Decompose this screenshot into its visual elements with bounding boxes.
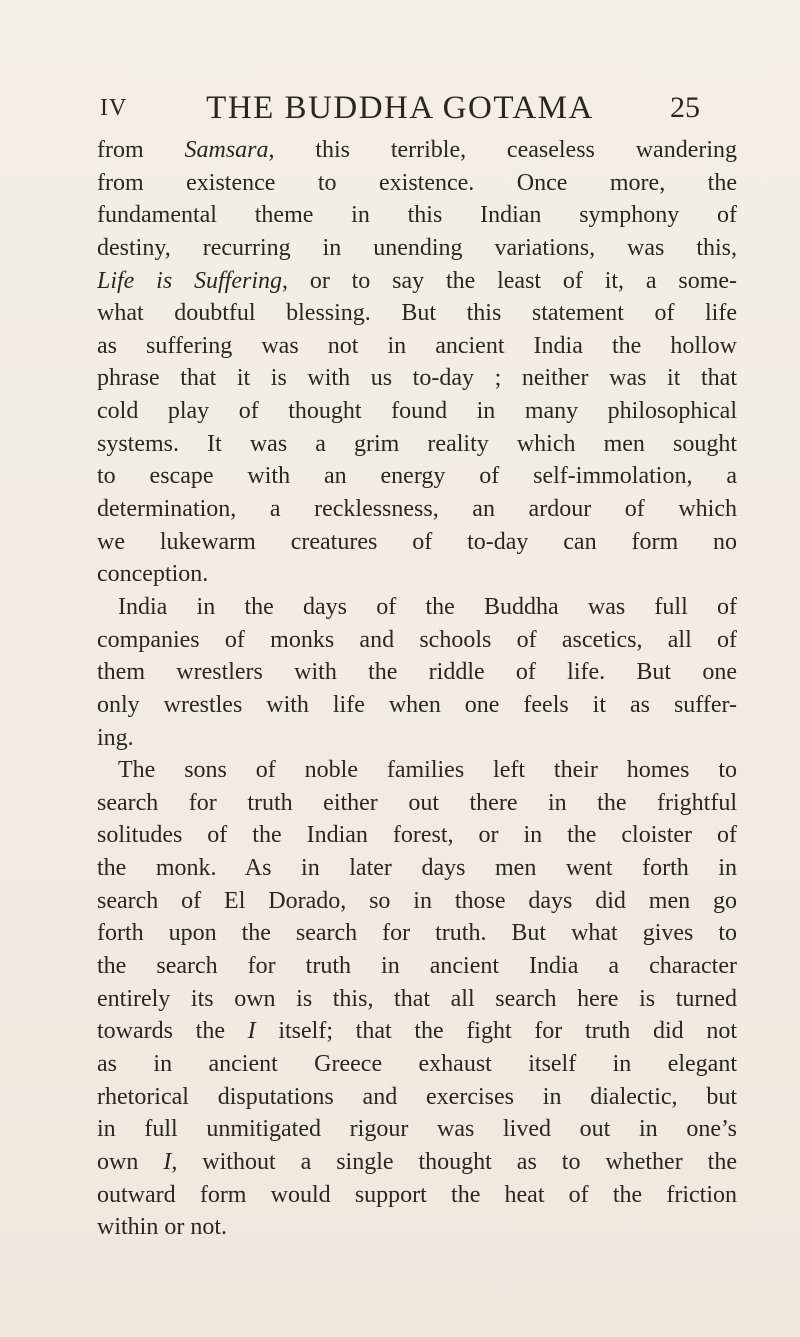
- text-line: [97, 232, 737, 265]
- text-span: , this terrible, ceaseless wandering: [268, 137, 737, 163]
- text-span: , without a single thought as to whether the: [171, 1148, 737, 1175]
- text-line: [97, 624, 737, 657]
- body-text: [97, 134, 737, 1244]
- italic-text: Samsara: [184, 137, 269, 163]
- text-span: the monk. As in later days men went forth in: [97, 855, 737, 882]
- text-span: The sons of noble families left their homes to: [118, 757, 737, 784]
- text-line: [97, 297, 737, 330]
- text-line: [97, 526, 737, 559]
- text-span: India in the days of the Buddha was full of: [118, 593, 737, 620]
- text-span: the search for truth in ancient India a character: [97, 953, 737, 980]
- text-line: [97, 460, 737, 493]
- text-span: ing.: [97, 724, 134, 751]
- text-span: destiny, recurring in unending variations, was this,: [97, 234, 737, 261]
- text-span: own: [97, 1148, 164, 1175]
- text-span: entirely its own is this, that all search here is turned: [97, 985, 737, 1012]
- text-span: search of El Dorado, so in those days did men go: [97, 887, 737, 914]
- text-line: [97, 1179, 737, 1212]
- italic-text: I: [163, 1148, 172, 1175]
- text-span: within or not.: [97, 1214, 227, 1241]
- text-span: , or to say the least of it, a some-: [282, 267, 737, 294]
- running-title: THE BUDDHA GOTAMA: [206, 90, 594, 126]
- text-span: forth upon the search for truth. But what gives to: [97, 920, 737, 947]
- text-span: companies of monks and schools of ascetics, all of: [97, 626, 737, 653]
- text-span: solitudes of the Indian forest, or in the cloister of: [97, 822, 737, 849]
- text-line: [97, 428, 737, 461]
- text-line: [97, 1081, 737, 1114]
- text-line: [97, 1113, 737, 1146]
- running-head: [0, 88, 800, 128]
- italic-text: I: [247, 1018, 256, 1045]
- text-line: [97, 722, 737, 755]
- text-line: [97, 689, 737, 722]
- text-line: [97, 917, 737, 950]
- text-line: [97, 1015, 737, 1048]
- text-span: fundamental theme in this Indian symphony of: [97, 202, 737, 229]
- text-span: from: [97, 137, 185, 163]
- text-line: [97, 199, 737, 232]
- text-span: to escape with an energy of self-immolation, a: [97, 463, 737, 490]
- text-span: phrase that it is with us to-day ; neither was it that: [97, 365, 737, 392]
- text-line: [97, 754, 737, 787]
- text-line: [97, 330, 737, 363]
- text-span: from existence to existence. Once more, the: [97, 169, 737, 196]
- text-span: as suffering was not in ancient India the hollow: [97, 332, 737, 359]
- text-line: [97, 950, 737, 983]
- text-line: [97, 1048, 737, 1081]
- text-line: [97, 558, 737, 591]
- text-span: rhetorical disputations and exercises in dialectic, but: [97, 1083, 737, 1110]
- text-span: towards the: [97, 1018, 248, 1045]
- text-span: conception.: [97, 561, 209, 588]
- text-line: [97, 362, 737, 395]
- text-line: [97, 787, 737, 820]
- text-line: [97, 983, 737, 1016]
- text-line: [97, 1211, 737, 1244]
- text-span: cold play of thought found in many philosophical: [97, 398, 737, 425]
- text-span: them wrestlers with the riddle of life. But one: [97, 659, 737, 686]
- text-span: what doubtful blessing. But this statement of life: [97, 300, 737, 327]
- text-line: [97, 591, 737, 624]
- text-span: determination, a recklessness, an ardour of which: [97, 496, 737, 523]
- text-line: [97, 885, 737, 918]
- text-span: as in ancient Greece exhaust itself in elegant: [97, 1050, 737, 1077]
- chapter-number: IV: [100, 95, 128, 121]
- text-span: only wrestles with life when one feels it as suffer-: [97, 691, 737, 718]
- text-line: [97, 167, 737, 200]
- italic-text: Life is Suffering: [97, 267, 282, 294]
- text-span: search for truth either out there in the frightful: [97, 789, 737, 816]
- text-line: [97, 852, 737, 885]
- text-line: [97, 819, 737, 852]
- page-number: 25: [670, 91, 700, 124]
- text-line: [97, 395, 737, 428]
- text-line: [97, 265, 737, 298]
- text-span: we lukewarm creatures of to-day can form no: [97, 528, 737, 555]
- text-span: itself; that the fight for truth did not: [255, 1018, 737, 1045]
- text-line: [97, 493, 737, 526]
- text-line: [97, 134, 737, 167]
- text-line: [97, 656, 737, 689]
- text-line: [97, 1146, 737, 1179]
- text-span: outward form would support the heat of the friction: [97, 1181, 737, 1208]
- text-span: in full unmitigated rigour was lived out in one’s: [97, 1116, 737, 1143]
- text-span: systems. It was a grim reality which men sought: [97, 430, 737, 457]
